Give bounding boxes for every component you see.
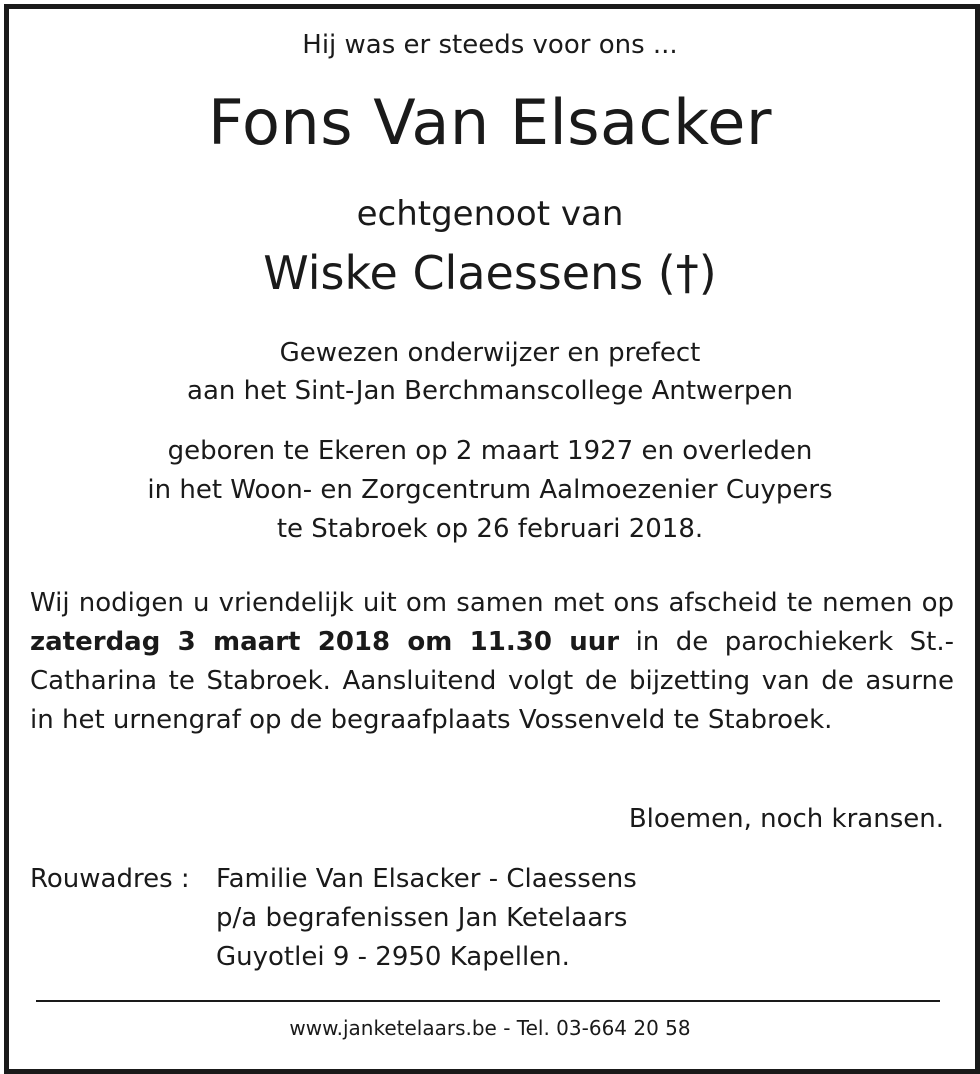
address-label: Rouwadres :: [30, 864, 190, 894]
invitation-text-after: in de parochiekerk St.-Catharina te Stabroek. Aansluitend volgt de bijzetting van de asurne in het urnengraf op de begraafplaats Vossenveld te Stabroek.: [30, 627, 954, 735]
address-line-1: Familie Van Elsacker - Claessens: [216, 864, 637, 894]
invitation-text-before: Wij nodigen u vriendelijk uit om samen met ons afscheid te nemen op: [30, 588, 954, 618]
deceased-name: Fons Van Elsacker: [208, 86, 772, 159]
intro-line: Hij was er steeds voor ons ...: [302, 30, 678, 60]
address-line-2: p/a begrafenissen Jan Ketelaars: [216, 903, 628, 933]
address-line-3: Guyotlei 9 - 2950 Kapellen.: [216, 942, 570, 972]
footer-contact: www.janketelaars.be - Tel. 03-664 20 58: [289, 1016, 691, 1040]
role-line-2: aan het Sint-Jan Berchmanscollege Antwerpen: [187, 376, 793, 406]
ceremony-datetime: zaterdag 3 maart 2018 om 11.30 uur: [30, 627, 620, 657]
invitation-paragraph: [30, 584, 954, 740]
flowers-note: Bloemen, noch kransen.: [628, 804, 944, 834]
bio-line-1: geboren te Ekeren op 2 maart 1927 en overleden: [167, 436, 813, 466]
spouse-name: Wiske Claessens (†): [263, 246, 717, 300]
bio-line-3: te Stabroek op 26 februari 2018.: [276, 514, 704, 544]
footer-divider: [36, 1000, 940, 1002]
spouse-label: echtgenoot van: [356, 194, 624, 234]
bio-line-2: in het Woon- en Zorgcentrum Aalmoezenier Cuypers: [147, 475, 833, 505]
role-line-1: Gewezen onderwijzer en prefect: [279, 338, 701, 368]
